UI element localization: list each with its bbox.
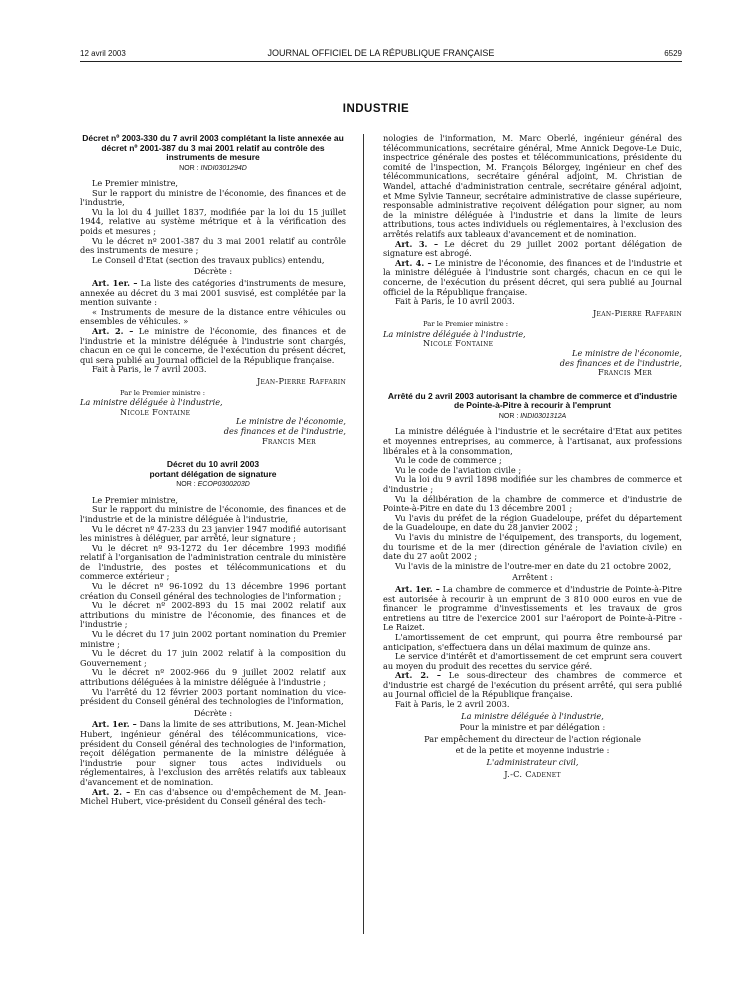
ministre-economie: Le ministre de l'économie, [236, 416, 346, 427]
column-divider [363, 134, 364, 934]
decree-2-title: Décret du 10 avril 2003 [166, 459, 260, 470]
paragraph: La ministre déléguée à l'industrie et le secrétaire d'Etat aux petites et moyennes entreprises, au commerce, à l'artisanat, aux professions libérales et à la consommation, [383, 426, 682, 456]
signature: Nicole Fontaine [120, 406, 191, 417]
page-header [80, 47, 682, 62]
decree-2-title: portant délégation de signature [149, 468, 277, 479]
paragraph: Vu le décret nº 96-1092 du 13 décembre 1996 portant création du Conseil général des technologies de l'information ; [80, 581, 346, 601]
paragraph: Vu l'avis du préfet de la région Guadeloupe, préfet du département de la Guadeloupe, en date du 28 janvier 2002 ; [383, 512, 682, 533]
article-3 [383, 240, 682, 259]
signature: Nicole Fontaine [423, 338, 494, 349]
fait-line: Fait à Paris, le 2 avril 2003. [395, 699, 510, 710]
paragraph: Vu l'avis du ministre de l'équipement, des transports, du logement, du tourisme et de la mer (direction générale de l'aviation civile) en date du 27 août 2002 ; [383, 531, 682, 562]
par-le-premier-ministre: Par le Premier ministre : [423, 320, 509, 329]
paragraph: Sur le rapport du ministre de l'économie, des finances et de l'industrie, [80, 187, 346, 208]
paragraph: Vu le décret nº 47-233 du 23 janvier 1947 modifié autorisant les ministres à déléguer, par arrêté, leur signature ; [80, 523, 346, 544]
paragraph: L'amortissement de cet emprunt, qui pourra être remboursé par anticipation, s'effectuera dans un délai maximum de quinze ans. [383, 631, 682, 652]
fait-line: Fait à Paris, le 7 avril 2003. [92, 364, 207, 375]
paragraph: Vu le code de l'aviation civile ; [395, 464, 522, 475]
section-heading: INDUSTRIE [342, 103, 410, 115]
spacer [383, 378, 682, 392]
article-1 [80, 720, 346, 787]
decrete-label: Décrète : [193, 266, 233, 277]
signature: Jean-Pierre Raffarin [592, 307, 682, 318]
article-text: La chambre de commerce et d'industrie de Pointe-à-Pitre est autorisée à recourir à un emprunt de 3 810 000 euros en vue de financer le programme d'investissements et les travaux de gros entretiens au titre de l'exercice 2001 sur l'aéroport de Pointe-à-Pitre - Le Raizet. [383, 583, 682, 633]
fait-line: Fait à Paris, le 10 avril 2003. [395, 296, 515, 307]
administrateur-civil: L'administrateur civil, [486, 757, 579, 768]
header-date: 12 avril 2003 [80, 49, 126, 58]
article-2 [383, 671, 682, 700]
nor-code: INDI0301294D [200, 164, 247, 172]
article-label: Art. 1er. – [395, 583, 440, 594]
ministre-economie: des finances et de l'industrie, [223, 425, 346, 436]
paragraph: Le Premier ministre, [92, 178, 179, 189]
paragraph: Vu le décret nº 2002-893 du 15 mai 2002 relatif aux attributions du ministre de l'économie, des finances et de l'industrie ; [80, 600, 346, 630]
article-label: Art. 1er. – [92, 719, 137, 730]
article-text: La liste des catégories d'instruments de mesure, annexée au décret du 3 mai 2001 susvisé, est complétée par la mention suivante : [80, 278, 347, 308]
nor-label: NOR : [498, 412, 519, 420]
arretent-label: Arrêtent : [512, 572, 553, 583]
article-text: En cas d'absence ou d'empêchement de M. Jean-Michel Hubert, vice-président du Conseil général des tech- [80, 786, 346, 807]
arrete-nor [383, 412, 682, 422]
empechement-line: Par empêchement du directeur de l'action régionale [424, 733, 641, 744]
nor-code: ECOP0300203D [197, 481, 250, 489]
paragraph: nologies de l'information, M. Marc Oberlé, ingénieur général des télécommunications, secrétaire général, Mme Annick Degove-Le Duic, inspectrice générale des postes et télécommunications, présidente du comité de l'inspection, M. François Bélorgey, ingénieur en chef des télécommunications, secrétaire général adjoint, M. Christian de Wandel, attaché d'administration centrale, secrétaire général adjoint, et Mme Sylvie Tanneur, secrétaire administrative de classe supérieure, responsable administrative reçoivent délégation pour signer, au nom de la ministre déléguée à l'industrie et dans la limite de leurs attributions, tous actes individuels ou réglementaires, à l'exclusion des arrêtés relatifs aux tableaux d'avancement et de nomination. [383, 133, 682, 239]
header-journal-title: JOURNAL OFFICIEL DE LA RÉPUBLIQUE FRANÇAISE [267, 48, 495, 58]
header-page-number: 6529 [664, 49, 682, 58]
article-label: Art. 4. – [395, 257, 432, 268]
pour-la-ministre: Pour la ministre et par délégation : [459, 722, 606, 733]
article-text: Dans la limite de ses attributions, M. Jean-Michel Hubert, ingénieur général des télécommunications, vice-président du Conseil général des technologies de l'information, reçoit délégation permanente de la ministre déléguée à l'industrie pour signer tous actes individuels ou réglementaires, à l'exclusion des arrêtés relatifs aux tableaux d'avancement et de nomination. [80, 719, 346, 787]
article-label: Art. 3. – [395, 238, 439, 249]
article-label: Art. 2. – [395, 670, 441, 681]
spacer [80, 446, 346, 460]
signature: Francis Mer [597, 367, 652, 378]
signature: Francis Mer [261, 435, 316, 446]
ministre-deleguee: La ministre déléguée à l'industrie, [383, 328, 526, 339]
left-column [80, 134, 346, 807]
right-column [383, 134, 682, 781]
ministre-deleguee: La ministre déléguée à l'industrie, [461, 710, 604, 721]
paragraph: Vu le décret du 17 juin 2002 relatif à la composition du Gouvernement ; [80, 648, 346, 668]
ministre-economie: Le ministre de l'économie, [572, 348, 682, 359]
article-2 [80, 327, 346, 365]
nor-code: INDI0301312A [520, 412, 567, 420]
empechement-line: et de la petite et moyenne industrie : [455, 745, 610, 756]
article-text: Le ministre de l'économie, des finances et de l'industrie et la ministre déléguée à l'industrie sont chargés, chacun en ce qui le concerne, de l'exécution du présent décret, qui sera publié au Journal officiel de la République française. [383, 257, 683, 297]
paragraph: Vu l'arrêté du 12 février 2003 portant nomination du vice-président du Conseil général des technologies de l'information, [80, 686, 346, 707]
signature: Jean-Pierre Raffarin [256, 375, 346, 386]
article-text: Le décret du 29 juillet 2002 portant délégation de signature est abrogé. [383, 238, 683, 259]
decrete-label: Décrète : [193, 707, 233, 718]
nor-label: NOR : [179, 164, 199, 172]
ministre-economie: des finances et de l'industrie, [559, 357, 682, 368]
paragraph: Sur le rapport du ministre de l'économie, des finances et de l'industrie et de la ministre déléguée à l'industrie, [80, 504, 346, 524]
article-text: Le sous-directeur des chambres de commerce et d'industrie est chargé de l'exécution du présent arrêté, qui sera publié au Journal officiel de la République française. [383, 670, 683, 700]
paragraph: Le service d'intérêt et d'amortissement de cet emprunt sera couvert au moyen du produit des recettes du service géré. [383, 651, 682, 671]
paragraph: Vu le décret nº 2002-966 du 9 juillet 2002 relatif aux attributions déléguées à la ministre déléguée à l'industrie ; [80, 667, 346, 687]
paragraph: Vu la délibération de la chambre de commerce et d'industrie de Pointe-à-Pitre en date du 13 décembre 2001 ; [383, 493, 682, 514]
decree-1-title: Décret nº 2003-330 du 7 avril 2003 complétant la liste annexée au décret nº 2001-387 du 3 mai 2001 relatif au contrôle des instruments de mesure [82, 133, 344, 162]
paragraph: Vu le décret nº 93-1272 du 1er décembre 1993 modifié relatif à l'organisation de l'administration centrale du ministère de l'industrie, des postes et télécommunications et du commerce extérieur ; [80, 542, 346, 582]
paragraph: Vu la loi du 4 juillet 1837, modifiée par la loi du 15 juillet 1944, relative au système métrique et à la vérification des poids et mesures ; [80, 206, 346, 237]
par-le-premier-ministre: Par le Premier ministre : [120, 388, 206, 397]
paragraph: Le Conseil d'Etat (section des travaux publics) entendu, [92, 254, 325, 265]
paragraph: Vu l'avis de la ministre de l'outre-mer en date du 21 octobre 2002, [395, 560, 672, 571]
article-1 [383, 585, 682, 633]
ministre-deleguee: La ministre déléguée à l'industrie, [80, 397, 223, 408]
nor-label: NOR : [176, 481, 196, 489]
paragraph: Le Premier ministre, [92, 494, 179, 505]
paragraph: Vu la loi du 9 avril 1898 modifiée sur les chambres de commerce et d'industrie ; [383, 474, 682, 494]
article-text: Le ministre de l'économie, des finances et de l'industrie et la ministre déléguée à l'industrie sont chargés, chacun en ce qui le concerne, de l'exécution du présent décret, qui sera publié au Journal officiel de la République française. [80, 326, 346, 365]
arrete-title: Arrêté du 2 avril 2003 autorisant la chambre de commerce et d'industrie de Pointe-à-Pitre à recourir à l'emprunt [387, 390, 678, 411]
signature: J.-C. Cadenet [504, 768, 561, 779]
decree-2-nor [80, 480, 346, 490]
decree-1-nor [80, 164, 346, 174]
paragraph: Vu le décret du 17 juin 2002 portant nomination du Premier ministre ; [80, 629, 346, 649]
paragraph: « Instruments de mesure de la distance entre véhicules ou ensembles de véhicules. » [80, 306, 346, 327]
paragraph: Vu le code de commerce ; [395, 455, 502, 466]
article-2 [80, 788, 346, 807]
article-4 [383, 259, 682, 297]
article-label: Art. 2. – [92, 786, 131, 797]
article-1 [80, 279, 346, 308]
article-label: Art. 2. – [92, 326, 134, 336]
paragraph: Vu le décret nº 2001-387 du 3 mai 2001 relatif au contrôle des instruments de mesure ; [80, 235, 346, 256]
article-label: Art. 1er. – [92, 278, 138, 289]
